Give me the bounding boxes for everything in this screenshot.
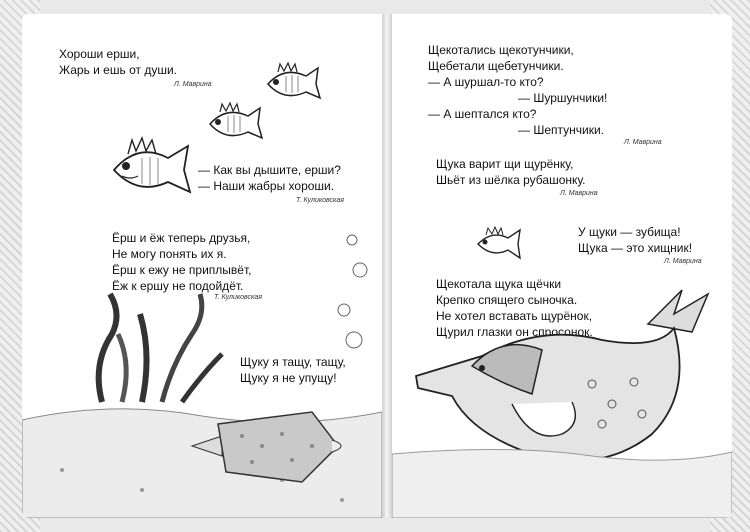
pike-in-blanket-icon [182, 406, 352, 486]
poem-line: Щекотала щука щёчки [436, 277, 562, 291]
sea-floor [392, 444, 732, 518]
poem-line: Не могу понять их я. [112, 247, 227, 261]
poem-ruffs-breathe [198, 162, 341, 194]
poem-pike-cooks [436, 156, 586, 188]
poem-line: Щука — это хищник! [578, 241, 693, 255]
poem-author: Т. Куликовская [296, 197, 344, 204]
poem-line: Щуку я тащу, тащу, [240, 355, 346, 369]
poem-line: У щуки — зубища! [578, 225, 681, 239]
small-fish-icon [474, 226, 522, 260]
poem-ruffs-good [59, 46, 177, 78]
poem-catch-pike [240, 354, 346, 386]
ruff-fish-icon [204, 102, 264, 142]
poem-author: Л. Маврина [624, 139, 662, 146]
poem-line: Шьёт из шёлка рубашонку. [436, 173, 586, 187]
poem-line: Щекотались щекотунчики, [428, 43, 574, 57]
poem-pike-teeth [578, 224, 692, 256]
bubbles-icon [332, 230, 372, 370]
poem-line: — А шептался кто? [428, 107, 537, 121]
poem-line: — Наши жабры хороши. [198, 179, 335, 193]
poem-author: Л. Маврина [664, 258, 702, 265]
poem-line: Крепко спящего сыночка. [436, 293, 578, 307]
poem-line: — А шуршал-то кто? [428, 75, 544, 89]
poem-author: Л. Маврина [174, 81, 212, 88]
ruff-fish-large-icon [108, 138, 192, 196]
seaweed-icon [82, 294, 232, 404]
poem-line: Щебетали щебетунчики. [428, 59, 564, 73]
poem-line: Щука варит щи щурёнку, [436, 157, 574, 171]
poem-line: Не хотел вставать щурёнок, [436, 309, 593, 323]
poem-line: — Шуршунчики! [518, 91, 608, 105]
poem-line: — Шептунчики. [518, 123, 605, 137]
poem-line: Щурил глазки он спросонок. [436, 325, 593, 339]
poem-line: Хороши ерши, [59, 47, 140, 61]
ruff-fish-icon [262, 62, 322, 102]
poem-ruff-hedgehog [112, 230, 251, 294]
left-page [22, 14, 382, 518]
right-page [392, 14, 732, 518]
poem-line: Ёрш и ёж теперь друзья, [112, 231, 251, 245]
poem-line: Ёрш к ежу не приплывёт, [112, 263, 252, 277]
poem-line: — Как вы дышите, ерши? [198, 163, 341, 177]
poem-author: Т. Куликовская [214, 294, 262, 301]
poem-tickle [428, 42, 607, 138]
poem-line: Жарь и ешь от души. [59, 63, 177, 77]
poem-line: Ёж к ершу не подойдёт. [112, 279, 244, 293]
poem-author: Л. Маврина [560, 190, 598, 197]
book-gutter [382, 14, 392, 518]
poem-line: Щуку я не упущу! [240, 371, 337, 385]
